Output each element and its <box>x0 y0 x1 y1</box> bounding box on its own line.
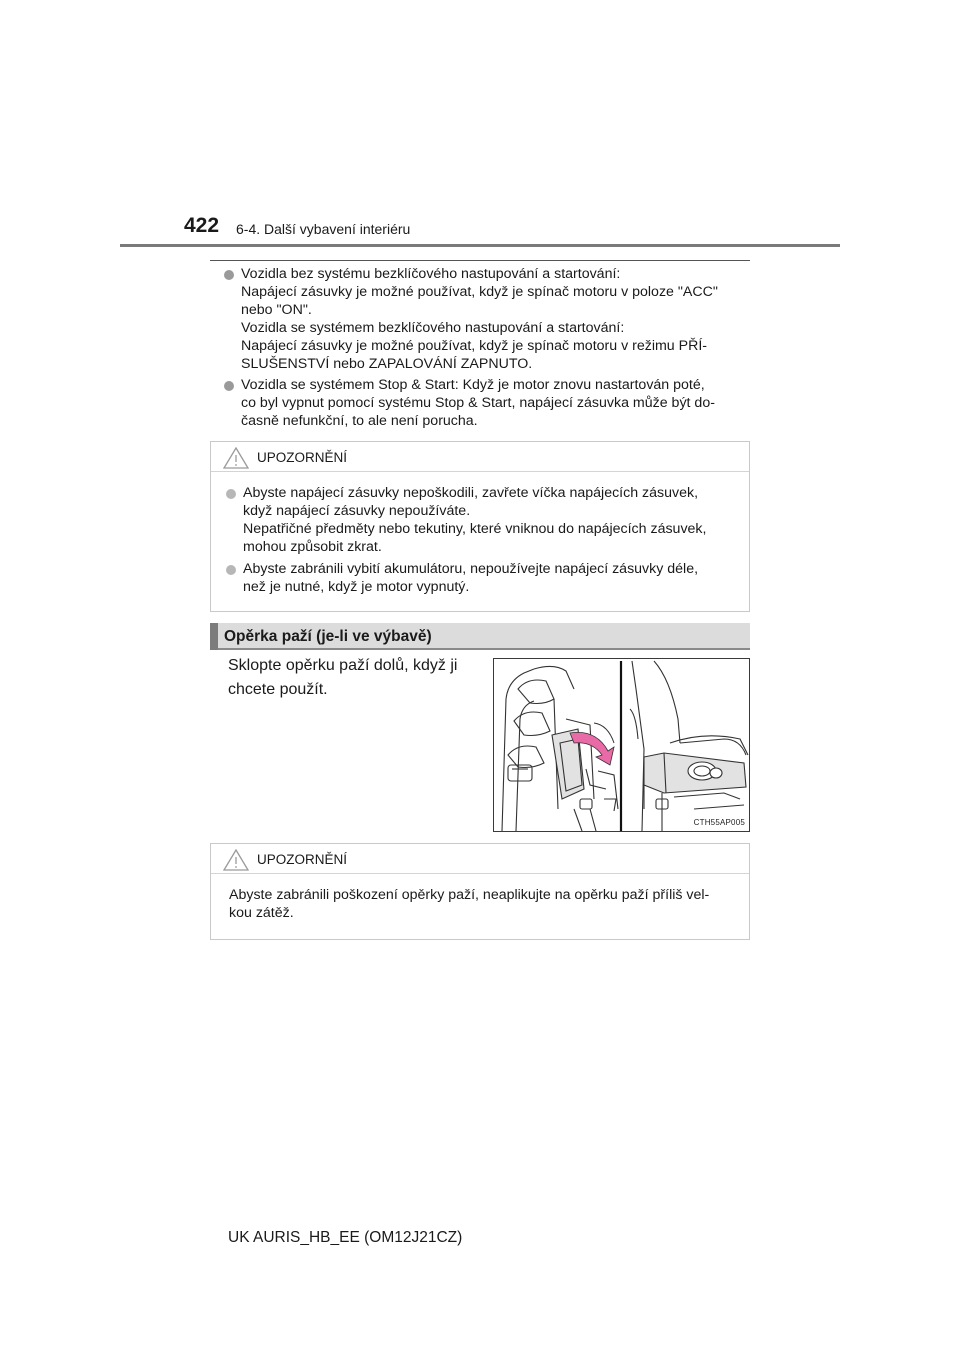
text-line: Napájecí zásuvky je možné používat, když je spínač motoru v režimu PŘÍ- <box>241 338 708 354</box>
text-line: Vozidla se systémem bezklíčového nastupování a startování: <box>241 320 625 336</box>
text-line: když napájecí zásuvky nepoužíváte. <box>243 503 471 519</box>
armrest-instruction <box>228 654 478 702</box>
content-top-rule <box>210 260 750 261</box>
note-stop-start <box>241 376 751 430</box>
text-line: co byl vypnut pomocí systému Stop & Start, napájecí zásuvka může být do- <box>241 395 715 411</box>
figure-code: CTH55AP005 <box>693 818 745 827</box>
note-keyless <box>241 265 751 373</box>
caution-divider <box>211 471 749 472</box>
page-number: 422 <box>184 214 220 237</box>
text-line: kou zátěž. <box>229 905 294 921</box>
text-line: Vozidla se systémem Stop & Start: Když je motor znovu nastartován poté, <box>241 377 705 393</box>
text-line: nebo "ON". <box>241 302 312 318</box>
text-line: chcete použít. <box>228 681 328 698</box>
circle-bullet-icon <box>226 489 236 499</box>
warning-triangle-icon <box>223 849 249 871</box>
text-line: Nepatřičné předměty nebo tekutiny, které vniknou do napájecích zásuvek, <box>243 521 707 537</box>
section-heading: Opěrka paží (je-li ve výbavě) <box>224 628 432 645</box>
caution-item <box>243 484 743 556</box>
text-line: Abyste zabránili poškození opěrky paží, neaplikujte na opěrku paží příliš vel- <box>229 887 710 903</box>
circle-bullet-icon <box>224 270 234 280</box>
text-line: Napájecí zásuvky je možné používat, když je spínač motoru v poloze "ACC" <box>241 284 718 300</box>
caution-box-armrest <box>210 843 750 940</box>
text-line: Vozidla bez systému bezklíčového nastupování a startování: <box>241 266 621 282</box>
section-title: 6-4. Další vybavení interiéru <box>236 221 411 237</box>
text-line: časně nefunkční, to ale není porucha. <box>241 413 478 429</box>
caution-text <box>229 886 743 922</box>
caution-label: UPOZORNĚNÍ <box>257 852 348 867</box>
caution-item <box>243 560 743 596</box>
section-heading-accent <box>210 623 218 650</box>
text-line: mohou způsobit zkrat. <box>243 539 382 555</box>
caution-label: UPOZORNĚNÍ <box>257 450 348 465</box>
circle-bullet-icon <box>224 381 234 391</box>
header-rule <box>120 244 840 247</box>
armrest-drawing <box>494 659 749 831</box>
text-line: Sklopte opěrku paží dolů, když ji <box>228 657 458 674</box>
text-line: Abyste napájecí zásuvky nepoškodili, zavřete víčka napájecích zásuvek, <box>243 485 699 501</box>
text-line: než je nutné, když je motor vypnutý. <box>243 579 470 595</box>
caution-box <box>210 441 750 612</box>
armrest-illustration <box>493 658 750 832</box>
text-line: Abyste zabránili vybití akumulátoru, nepoužívejte napájecí zásuvky déle, <box>243 561 699 577</box>
document-footer: UK AURIS_HB_EE (OM12J21CZ) <box>228 1229 463 1246</box>
caution-divider <box>211 873 749 874</box>
warning-triangle-icon <box>223 447 249 469</box>
text-line: SLUŠENSTVÍ nebo ZAPALOVÁNÍ ZAPNUTO. <box>241 356 533 372</box>
circle-bullet-icon <box>226 565 236 575</box>
